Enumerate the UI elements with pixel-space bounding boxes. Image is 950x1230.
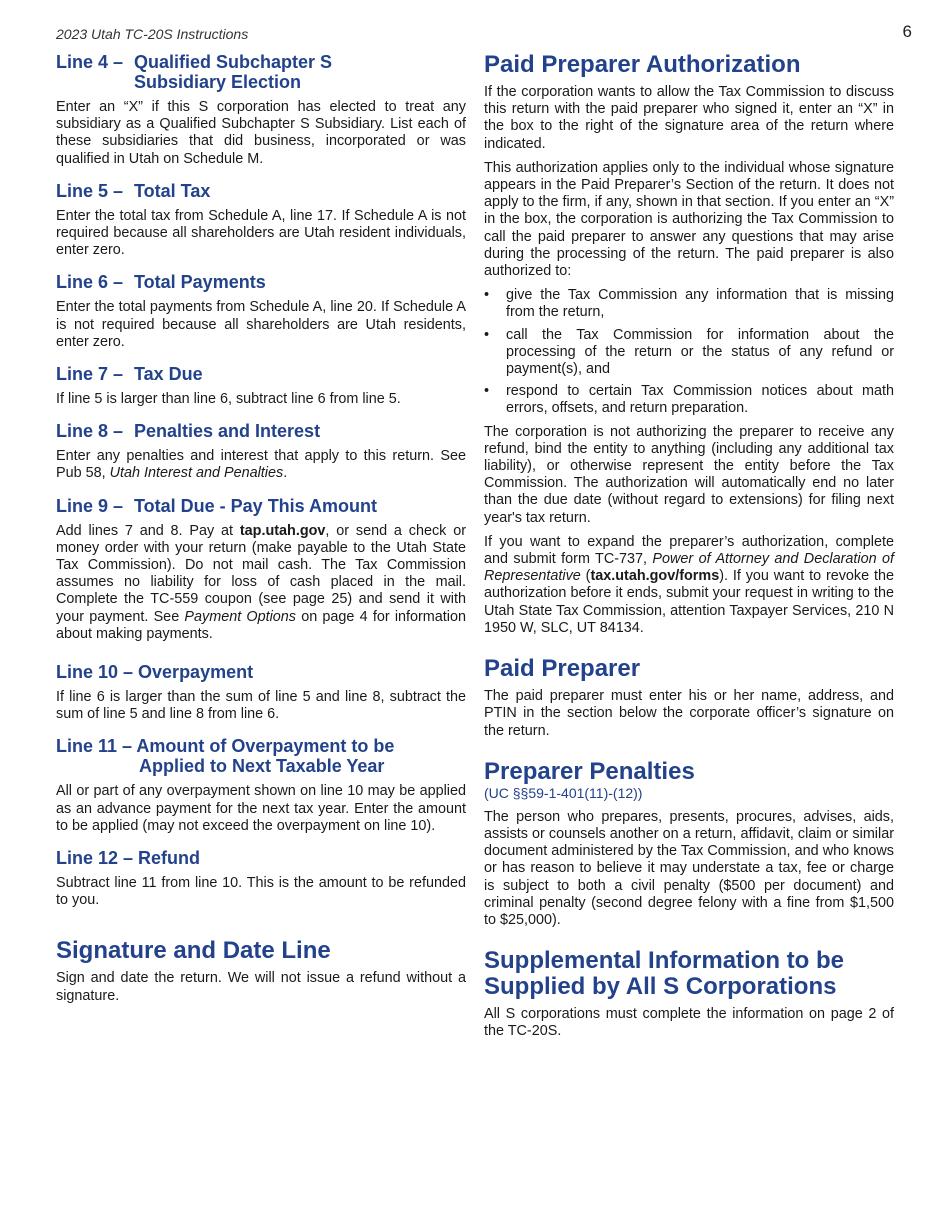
tap-utah-link[interactable]: tap.utah.gov bbox=[239, 522, 326, 539]
line-11-body: All or part of any overpayment shown on line 10 may be applied as an advance payment for the next tax year. Enter the amount to be applied (may not exceed the overpayment on line 10). bbox=[56, 783, 466, 834]
line-4-body: Enter an “X” if this S corporation has elected to treat any subsidiary as a Qualified Subchapter S Subsidiary. List each of these subsidiaries that did business, incorporated or was qualified in Utah on Schedule M. bbox=[56, 99, 466, 167]
line-5-number: Line 5 – bbox=[56, 180, 124, 201]
line-7-heading bbox=[56, 364, 466, 384]
line-10-heading bbox=[56, 662, 466, 682]
left-column bbox=[56, 52, 466, 1018]
ppa-paragraph-1: If the corporation wants to allow the Tax Commission to discuss this return with the paid preparer who signed it, enter an “X” in the box to the right of the signature area of the return where indicated. bbox=[484, 84, 894, 152]
supplemental-info-heading bbox=[484, 948, 894, 1000]
ppa-bullet-list bbox=[484, 287, 894, 417]
page-number: 6 bbox=[902, 22, 912, 41]
line-8-heading bbox=[56, 421, 466, 441]
line-8-body-text: Enter any penalties and interest that apply to this return. See Pub 58, bbox=[56, 448, 466, 482]
paid-preparer-heading: Paid Preparer bbox=[484, 655, 641, 683]
line-9-body-text: Add lines 7 and 8. Pay at bbox=[56, 522, 240, 539]
line-6-number: Line 6 – bbox=[56, 272, 124, 293]
line-8-title: Penalties and Interest bbox=[134, 421, 321, 442]
line-5-body: Enter the total tax from Schedule A, line 17. If Schedule A is not required because all shareholders are Utah resident individuals, enter zero. bbox=[56, 207, 466, 259]
line-7-title: Tax Due bbox=[134, 364, 203, 385]
ppa-paragraph-2: This authorization applies only to the individual whose signature appears in the Paid Preparer’s Section of the return. It does not apply to the firm, if any, shown in that section. If you enter an “X” in the box, the corporation is authorizing the Tax Commission to call the paid preparer to answer any questions that may arise during the processing of the return. The paid preparer is also authorized to: bbox=[484, 159, 894, 280]
preparer-penalties-heading: Preparer Penalties bbox=[484, 757, 695, 785]
line-8-pub-title: Utah Interest and Penalties bbox=[109, 465, 284, 482]
bullet-icon: • bbox=[484, 383, 490, 400]
ppa-p4-text: If you want to expand the preparer’s authorization, complete and submit form TC-737, bbox=[484, 533, 894, 568]
supplemental-heading-line2: Supplied by All S Corporations bbox=[484, 973, 837, 1001]
supplemental-body: All S corporations must complete the information on page 2 of the TC-20S. bbox=[484, 1006, 894, 1040]
list-item bbox=[484, 383, 894, 417]
ppa-p4-paren: ( bbox=[580, 568, 591, 585]
list-item bbox=[484, 287, 894, 321]
line-12-body: Subtract line 11 from line 10. This is the amount to be refunded to you. bbox=[56, 875, 466, 909]
preparer-penalties-citation: (UC §§59-1-401(11)-(12)) bbox=[484, 784, 643, 801]
ppa-paragraph-3: The corporation is not authorizing the preparer to receive any refund, bind the entity to anything (including any additional tax liability), or otherwise represent the entity before the Tax Commission. The authorization will automatically end no later than the due date (without regard to extensions) for filing next year's tax return. bbox=[484, 423, 894, 526]
paid-preparer-authorization-heading: Paid Preparer Authorization bbox=[484, 51, 801, 78]
right-column bbox=[484, 52, 894, 1054]
line-6-title: Total Payments bbox=[134, 272, 266, 293]
bullet-text: call the Tax Commission for information about the processing of the return or the status of any refund or payment(s), and bbox=[506, 326, 894, 378]
ppa-p4-end: ). If you want to revoke the authorization before it ends, submit your request in writing to the Utah State Tax Commission, attention Taxpayer Services, 210 N 1950 W, SLC, UT 84134. bbox=[484, 568, 895, 636]
page-header-title: 2023 Utah TC-20S Instructions bbox=[56, 26, 249, 42]
line-9-title: Total Due - Pay This Amount bbox=[134, 495, 378, 516]
line-12-heading bbox=[56, 848, 466, 868]
line-12-title: Line 12 – Refund bbox=[56, 848, 201, 869]
line-10-body: If line 6 is larger than the sum of line 5 and line 8, subtract the sum of line 5 and line 8 from line 6. bbox=[56, 689, 466, 723]
line-5-heading bbox=[56, 181, 466, 201]
line-10-title: Line 10 – Overpayment bbox=[56, 662, 254, 683]
line-11-title-line2: Applied to Next Taxable Year bbox=[139, 756, 385, 777]
ppa-paragraph-4 bbox=[484, 534, 894, 637]
line-8-body bbox=[56, 448, 466, 482]
bullet-icon: • bbox=[484, 287, 490, 304]
line-4-number: Line 4 – bbox=[56, 52, 124, 72]
tc-737-form-title: Power of Attorney and Declaration of Representative bbox=[484, 551, 894, 585]
preparer-penalties-body: The person who prepares, presents, procures, advises, aids, assists or counsels another on a return, affidavit, claim or similar document administered by the Tax Commission, and who knows or has reason to believe it may understate a tax, fee or charge is subject to both a civil penalty ($500 per document) and criminal penalty (second degree felony with a fine from $1,500 to $25,000). bbox=[484, 808, 894, 928]
line-9-body-middle: , or send a check or money order with your return (make payable to the Utah State Tax Commission). Do not mail cash. The Tax Commission assumes no liability for loss of cash placed in the mail. Complete the TC-559 coupon (see page 25) and send it with your payment. See bbox=[56, 522, 466, 625]
line-11-title-line1: Line 11 – Amount of Overpayment to be bbox=[56, 736, 395, 757]
line-9-body-end: on page 4 for information about making payments. bbox=[56, 608, 467, 642]
line-7-number: Line 7 – bbox=[56, 364, 124, 385]
line-4-heading bbox=[56, 52, 466, 92]
bullet-text: respond to certain Tax Commission notices about math errors, offsets, and return preparation. bbox=[506, 383, 894, 417]
supplemental-heading-line1: Supplemental Information to be bbox=[484, 947, 845, 975]
bullet-text: give the Tax Commission any information that is missing from the return, bbox=[506, 287, 894, 321]
bullet-icon: • bbox=[484, 326, 490, 343]
line-6-body: Enter the total payments from Schedule A, line 20. If Schedule A is not required because all shareholders are Utah residents, enter zero. bbox=[56, 299, 466, 350]
line-4-title-line2: Subsidiary Election bbox=[134, 72, 302, 92]
line-8-number: Line 8 – bbox=[56, 421, 124, 442]
tax-utah-forms-link[interactable]: tax.utah.gov/forms bbox=[590, 568, 720, 585]
line-4-title bbox=[134, 52, 466, 92]
paid-preparer-body: The paid preparer must enter his or her name, address, and PTIN in the section below the corporate officer’s signature on the return. bbox=[484, 688, 894, 739]
payment-options-ref: Payment Options bbox=[184, 608, 296, 625]
line-9-number: Line 9 – bbox=[56, 495, 124, 516]
line-11-title bbox=[56, 736, 466, 776]
signature-body: Sign and date the return. We will not issue a refund without a signature. bbox=[56, 970, 466, 1004]
line-9-body bbox=[56, 523, 466, 643]
line-9-heading bbox=[56, 496, 466, 516]
line-7-body: If line 5 is larger than line 6, subtract line 6 from line 5. bbox=[56, 391, 401, 408]
list-item bbox=[484, 327, 894, 379]
line-6-heading bbox=[56, 272, 466, 292]
signature-heading: Signature and Date Line bbox=[56, 937, 331, 965]
line-5-title: Total Tax bbox=[134, 180, 211, 201]
line-11-heading bbox=[56, 736, 466, 776]
line-8-body-end: . bbox=[283, 465, 288, 482]
line-4-title-line1: Qualified Subchapter S bbox=[134, 52, 333, 72]
